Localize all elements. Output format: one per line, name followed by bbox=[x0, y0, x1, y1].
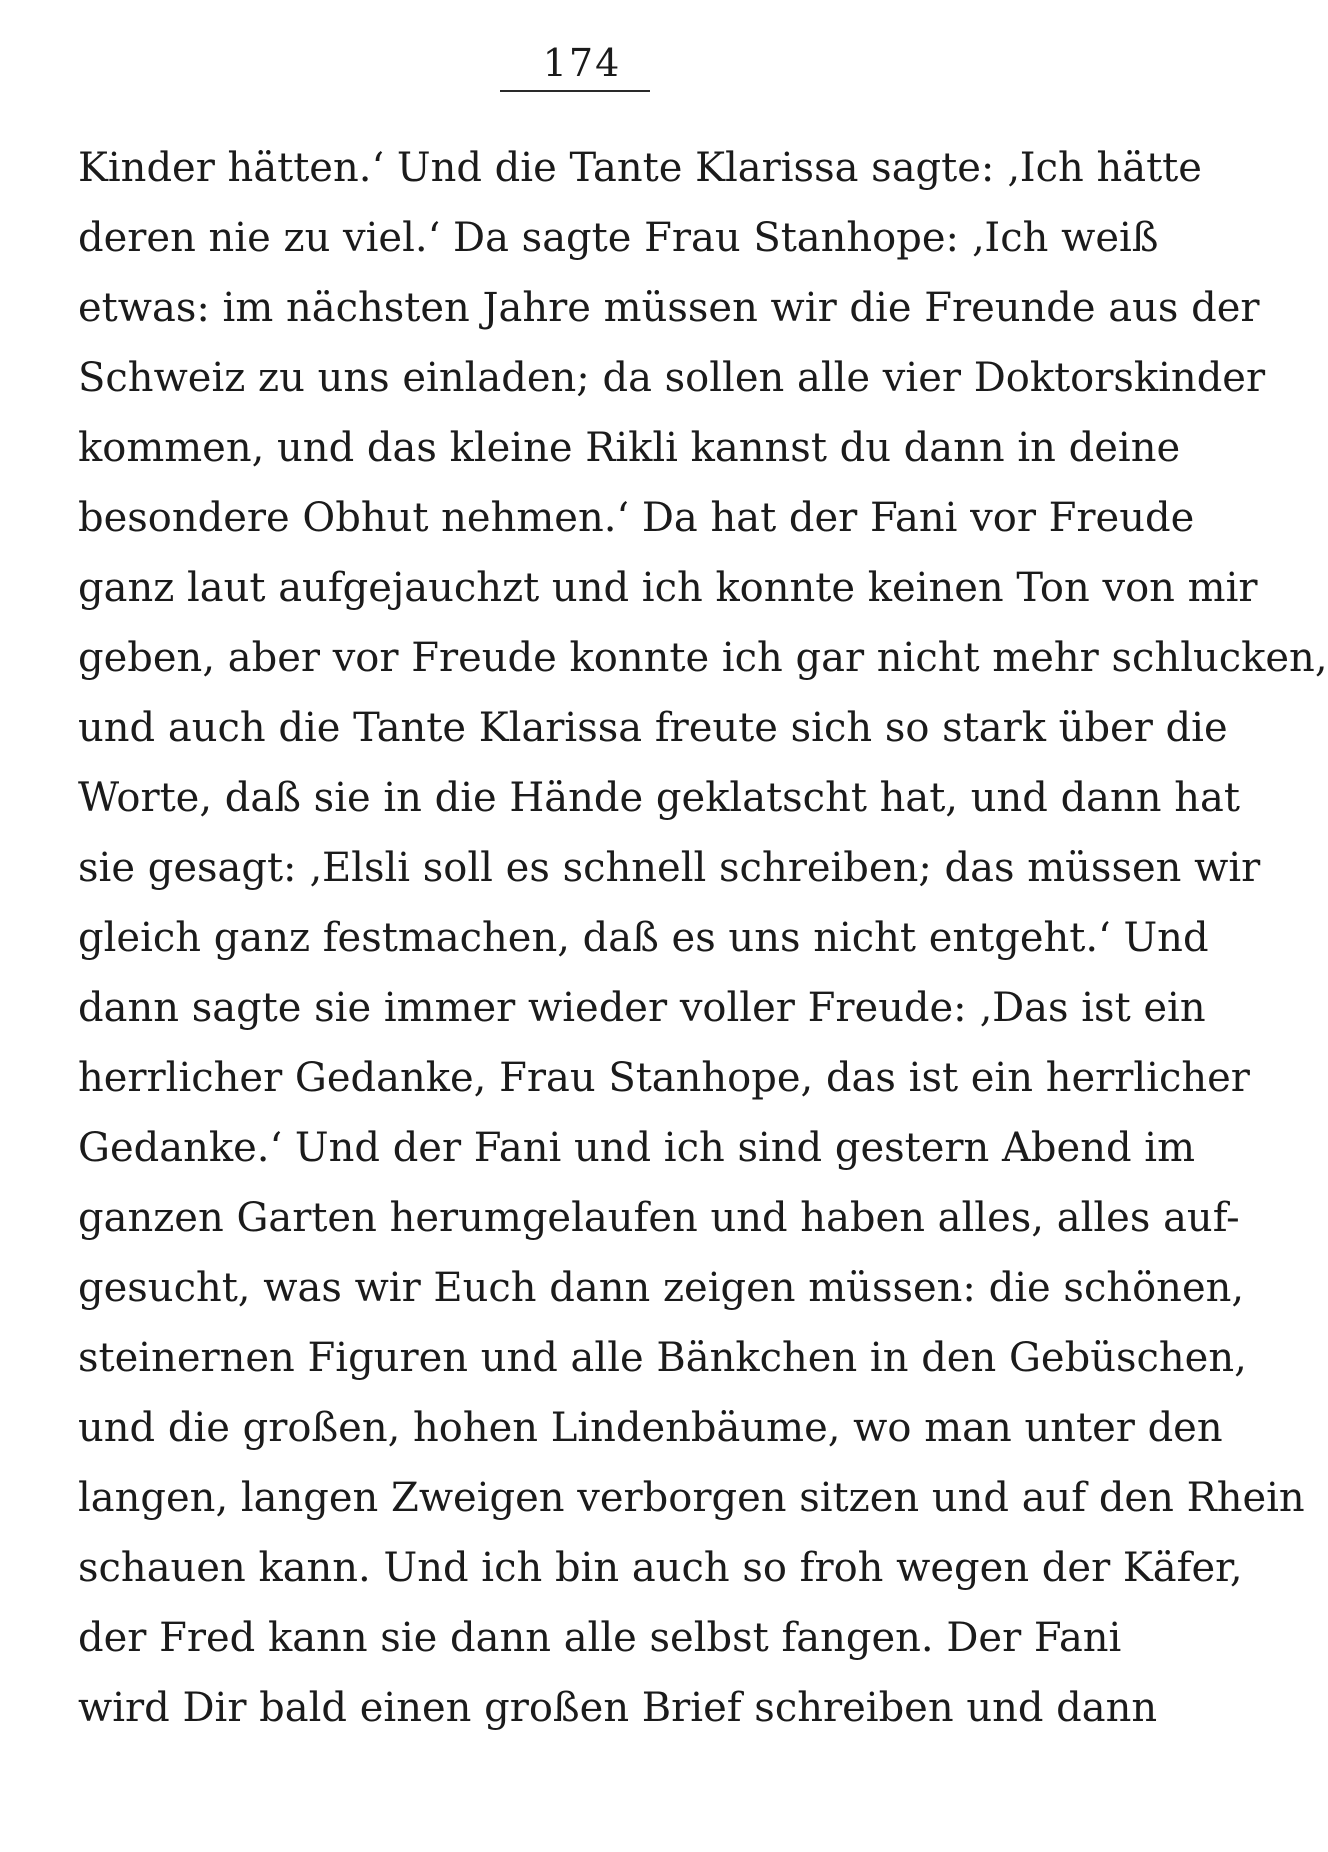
text-line: gesucht, was wir Euch dann zeigen müssen: die schönen, bbox=[78, 1265, 1245, 1311]
text-line: besondere Obhut nehmen.‘ Da hat der Fani vor Freude bbox=[78, 495, 1195, 541]
text-line: gleich ganz festmachen, daß es uns nicht entgeht.‘ Und bbox=[78, 915, 1209, 961]
text-line: dann sagte sie immer wieder voller Freude: ‚Das ist ein bbox=[78, 985, 1206, 1031]
body-text bbox=[78, 133, 1328, 1743]
text-line: Gedanke.‘ Und der Fani und ich sind gestern Abend im bbox=[78, 1125, 1195, 1171]
text-line: etwas: im nächsten Jahre müssen wir die Freunde aus der bbox=[78, 285, 1260, 331]
text-line: langen, langen Zweigen verborgen sitzen und auf den Rhein bbox=[78, 1475, 1305, 1521]
text-line: ganzen Garten herumgelaufen und haben alles, alles auf- bbox=[78, 1195, 1240, 1241]
text-line: herrlicher Gedanke, Frau Stanhope, das ist ein herrlicher bbox=[78, 1055, 1250, 1101]
text-line: geben, aber vor Freude konnte ich gar nicht mehr schlucken, bbox=[78, 635, 1328, 681]
text-line: wird Dir bald einen großen Brief schreiben und dann bbox=[78, 1685, 1158, 1731]
text-line: Kinder hätten.‘ Und die Tante Klarissa sagte: ‚Ich hätte bbox=[78, 145, 1202, 191]
text-line: ganz laut aufgejauchzt und ich konnte keinen Ton von mir bbox=[78, 565, 1258, 611]
text-line: und auch die Tante Klarissa freute sich so stark über die bbox=[78, 705, 1228, 751]
text-line: steinernen Figuren und alle Bänkchen in den Gebüschen, bbox=[78, 1335, 1247, 1381]
text-line: deren nie zu viel.‘ Da sagte Frau Stanhope: ‚Ich weiß bbox=[78, 215, 1159, 261]
text-line: schauen kann. Und ich bin auch so froh wegen der Käfer, bbox=[78, 1545, 1243, 1591]
page-number: 174 bbox=[542, 41, 622, 85]
header-rule bbox=[500, 90, 650, 92]
text-line: Schweiz zu uns einladen; da sollen alle vier Doktorskinder bbox=[78, 355, 1266, 401]
text-line: der Fred kann sie dann alle selbst fangen. Der Fani bbox=[78, 1615, 1122, 1661]
text-line: und die großen, hohen Lindenbäume, wo man unter den bbox=[78, 1405, 1223, 1451]
text-line: kommen, und das kleine Rikli kannst du dann in deine bbox=[78, 425, 1181, 471]
text-line: sie gesagt: ‚Elsli soll es schnell schreiben; das müssen wir bbox=[78, 845, 1261, 891]
text-line: Worte, daß sie in die Hände geklatscht hat, und dann hat bbox=[78, 775, 1240, 821]
